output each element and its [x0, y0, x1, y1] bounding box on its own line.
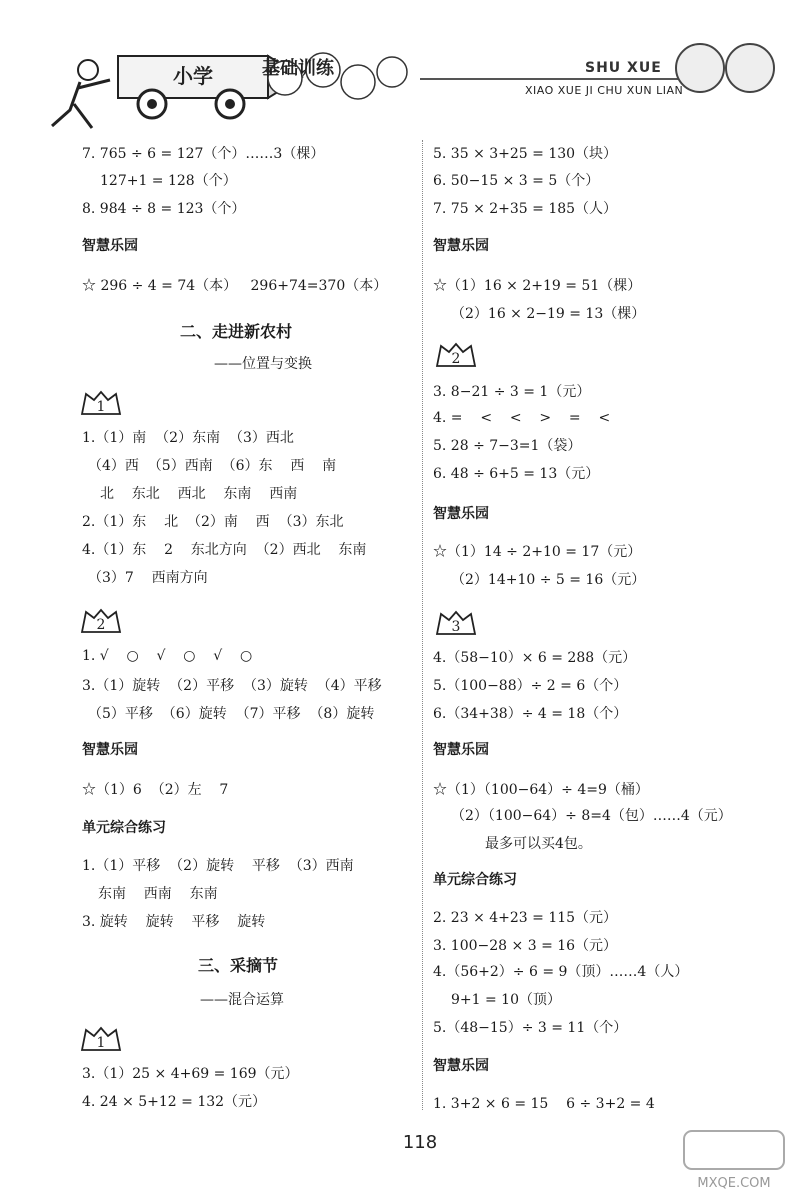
badge-number: 2 [451, 351, 461, 367]
section-heading-unit: 单元综合练习 [82, 820, 166, 836]
badge-number: 1 [96, 399, 106, 415]
section-heading-unit: 单元综合练习 [433, 872, 517, 888]
chapter-subtitle: ——位置与变换 [214, 356, 312, 372]
answer-line: 4.（58−10）× 6 = 288（元） [433, 650, 637, 666]
exercise-badge-icon [80, 1026, 122, 1052]
exercise-badge-icon [435, 610, 477, 636]
chapter-title: 三、采摘节 [198, 956, 279, 975]
answer-line: 8. 984 ÷ 8 = 123（个） [82, 201, 246, 217]
answer-line: 7. 75 × 2+35 = 185（人） [433, 201, 618, 217]
answer-line: ☆ 296 ÷ 4 = 74（本） 296+74=370（本） [82, 278, 388, 294]
answer-line: 4. = < < > = < [433, 410, 611, 426]
answer-line: 4. 24 × 5+12 = 132（元） [82, 1094, 267, 1110]
answer-line: 北 东北 西北 东南 西南 [100, 486, 298, 502]
answer-line: （4）西 （5）西南 （6）东 西 南 [88, 458, 337, 474]
answer-line: 3. 旋转 旋转 平移 旋转 [82, 914, 266, 930]
answer-line: ☆（1）（100−64）÷ 4=9（桶） [433, 782, 649, 798]
page-header [0, 0, 801, 140]
answer-line: 4.（56+2）÷ 6 = 9（顶）……4（人） [433, 964, 689, 980]
answer-line: 1.（1）平移 （2）旋转 平移 （3）西南 [82, 858, 354, 874]
answer-line: 2.（1）东 北 （2）南 西 （3）东北 [82, 514, 344, 530]
answer-line: 9+1 = 10（顶） [451, 992, 561, 1008]
answer-line: 4.（1）东 2 东北方向 （2）西北 东南 [82, 542, 367, 558]
answer-line: 127+1 = 128（个） [100, 173, 237, 189]
answer-line: 5.（100−88）÷ 2 = 6（个） [433, 678, 628, 694]
answer-line: （5）平移 （6）旋转 （7）平移 （8）旋转 [88, 706, 375, 722]
answer-line: 1.（1）南 （2）东南 （3）西北 [82, 430, 294, 446]
answer-line: ☆（1）14 ÷ 2+10 = 17（元） [433, 544, 642, 560]
exercise-badge-icon [80, 608, 122, 634]
answer-line: 6.（34+38）÷ 4 = 18（个） [433, 706, 628, 722]
section-heading-wisdom: 智慧乐园 [82, 238, 138, 254]
section-heading-wisdom: 智慧乐园 [433, 238, 489, 254]
subject-label: SHU XUE [585, 60, 662, 76]
series-pinyin: XIAO XUE JI CHU XUN LIAN [525, 84, 684, 97]
watermark-logo [680, 1125, 790, 1195]
answer-line: （2）14+10 ÷ 5 = 16（元） [451, 572, 646, 588]
answer-line: 最多可以买4包。 [485, 836, 592, 852]
answer-line: 5. 35 × 3+25 = 130（块） [433, 146, 618, 162]
answer-line: 东南 西南 东南 [98, 886, 218, 902]
series-title-xiaoxue: 小学 [173, 64, 213, 88]
answer-line: 3. 100−28 × 3 = 16（元） [433, 938, 618, 954]
column-divider [422, 140, 423, 1110]
answer-line: （2）16 × 2−19 = 13（棵） [451, 306, 646, 322]
header-rule [420, 78, 690, 80]
answer-line: 6. 50−15 × 3 = 5（个） [433, 173, 600, 189]
section-heading-wisdom: 智慧乐园 [82, 742, 138, 758]
answer-line: 6. 48 ÷ 6+5 = 13（元） [433, 466, 600, 482]
answer-line: （3）7 西南方向 [88, 570, 208, 586]
badge-number: 2 [96, 617, 106, 633]
page-number: 118 [402, 1132, 438, 1153]
answer-line: 7. 765 ÷ 6 = 127（个）……3（棵） [82, 146, 325, 162]
series-title-jichuxunlian: 基础训练 [262, 58, 334, 79]
svg-text:MXQE.COM: MXQE.COM [697, 1176, 771, 1191]
answer-line: 1. √ ○ √ ○ √ ○ [82, 648, 253, 664]
answer-line: （2）（100−64）÷ 8=4（包）……4（元） [451, 808, 732, 824]
badge-number: 3 [451, 619, 461, 635]
section-heading-wisdom: 智慧乐园 [433, 1058, 489, 1074]
section-heading-wisdom: 智慧乐园 [433, 506, 489, 522]
answer-line: 5.（48−15）÷ 3 = 11（个） [433, 1020, 628, 1036]
answer-line: 5. 28 ÷ 7−3=1（袋） [433, 438, 582, 454]
chapter-title: 二、走进新农村 [180, 322, 293, 341]
answer-line: ☆（1）16 × 2+19 = 51（棵） [433, 278, 642, 294]
answer-line: ☆（1）6 （2）左 7 [82, 782, 229, 798]
section-heading-wisdom: 智慧乐园 [433, 742, 489, 758]
exercise-badge-icon [435, 342, 477, 368]
subject-seal-icon [670, 38, 780, 98]
answer-line: 1. 3+2 × 6 = 15 6 ÷ 3+2 = 4 [433, 1096, 655, 1112]
exercise-badge-icon [80, 390, 122, 416]
answer-line: 3.（1）25 × 4+69 = 169（元） [82, 1066, 299, 1082]
answer-line: 3. 8−21 ÷ 3 = 1（元） [433, 384, 591, 400]
answer-line: 3.（1）旋转 （2）平移 （3）旋转 （4）平移 [82, 678, 382, 694]
answer-line: 2. 23 × 4+23 = 115（元） [433, 910, 618, 926]
badge-number: 1 [96, 1035, 106, 1051]
chapter-subtitle: ——混合运算 [200, 992, 284, 1008]
